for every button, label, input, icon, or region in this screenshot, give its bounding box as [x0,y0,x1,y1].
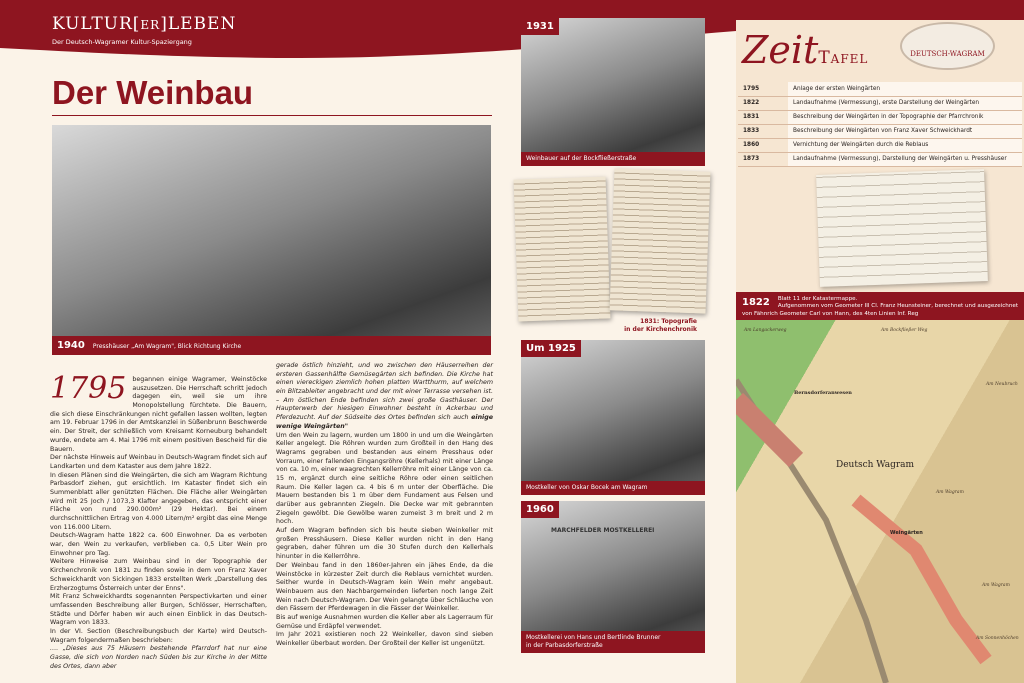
timeline-event: Beschreibung der Weingärten von Franz Xaver Schweickhardt [788,124,1022,138]
caption-line: Mostkellerei von Hans und Bertlinde Brunner [526,634,661,642]
timeline-event: Vernichtung der Weingärten durch die Reblaus [788,138,1022,152]
kulturerleben-logo: KULTUR[er]LEBEN [52,14,237,34]
timeline-row [738,96,1022,110]
zeittafel-title [742,28,868,72]
caption-line: Aufgenommen vom Geometer III Cl. Franz Heunsteiner, berechnet und ausgezeichnet [777,303,1019,310]
caption-year: 1822 [742,297,770,308]
timeline-row [738,110,1022,124]
timeline-row [738,124,1022,138]
timeline-row [738,152,1022,166]
map-label-district: Bernsdorferanwesen [794,390,852,396]
map-label-field: Am Sonnenhöchen [976,636,1019,641]
photo-caption: Weinbauer auf der Bockfließerstraße [521,152,705,166]
map-label-field: Am Wagram [936,490,964,495]
timeline-year: 1822 [738,96,788,110]
title-script: Zeit [742,28,819,72]
paragraph: Bis auf wenige Ausnahmen wurden die Keller aber als Lagerraum für Gemüse und Erdäpfel verwendet. [276,613,493,630]
paragraph: In diesen Plänen sind die Weingärten, die sich am Wagram Richtung Parbasdorf ziehen, gut ersichtlich. Im Kataster findet sich ein Summenblatt aller genützten Flächen. Die Fläche aller Weingärten wird mit 25 Joch / 1073,3 Klafter angegeben, das entspricht einer Fläche von rund 290.000m² (29 Hektar). Bei einem durchschnittlichen Ertrag von 4.000 Litern/m² ergibt das eine Menge von 116.000 Litern. [50,471,267,531]
article-column-1 [50,371,267,671]
photo-caption [521,631,705,653]
timeline-table [738,82,1022,167]
paragraph: begannen einige Wagramer, Weinstöcke auszusetzen. Die Herrschaft schritt jedoch dagegen ein, weil sie um ihre Monopolstellung fürchtete. Die Bauern, die sich diese Einschränkungen nicht gefallen lassen wollten, legten am 19. Februar 1796 in der Amtskanzlei in Süßenbrunn Beschwerde ein. Der Streit, der schließlich vom Kreisamt Korneuburg behandelt wurde, endete am 4. Mai 1796 mit einem positiven Bescheid für die Bauern. [50,376,267,453]
timeline-event: Landaufnahme (Vermessung), Darstellung der Weingärten u. Presshäuser [788,152,1022,166]
timeline-year: 1833 [738,124,788,138]
caption-line: 1831: Topografie [640,318,697,325]
caption-line: von Fähnrich Geometer Carl von Hann, des 4ten Linien Inf. Reg [742,310,919,317]
caption-line: Blatt 11 der Katastermappe. [777,296,858,302]
lead-year: 1795 [50,371,127,406]
timeline-event: Anlage der ersten Weingärten [788,82,1022,96]
paragraph: Weitere Hinweise zum Weinbau sind in der Topographie der Kirchenchronik von 1831 zu finden sowie in dem von Franz Xaver Schweickhardt von Sickingen 1833 erstellten Werk „Darstellung des Erzherzogtums Österreich unter der Enns". [50,558,267,592]
quote: …. „Dieses aus 75 Häusern bestehende Pfarrdorf hat nur eine Gasse, die sich von Norden nach Süden bis zur Kirche in der Mitte des Ortes, dann aber [50,645,267,670]
timeline-event: Beschreibung der Weingärten in der Topographie der Pfarrchronik [788,110,1022,124]
paragraph: Um den Wein zu lagern, wurden um 1800 in und um die Weingärten Keller angelegt. Die Röhren wurden zum Großteil in den Hang des Wagrams gegraben und bestanden aus einem Presshaus oder Vorraum, einer fallenden Eingangsröhre (Kellerhals) mit einer Länge von ca. 10 m, einer waagrechten Kellerröhre mit einer Länge von ca. 15 m, ergänzt durch eine seitliche Röhre oder einen seitlichen Raum. Die Keller lagen ca. 4 bis 6 m unter der Oberfläche. Die Mauern bestanden bis 1 m über dem Fundament aus Felsen und darüber aus gebrannten Ziegeln. Die Decke war mit gebrannten Ziegeln gewölbt. Die Gewölbe waren zumeist 3 m breit und 2 m hoch. [276,431,493,526]
kataster-document [816,169,988,287]
photo-year: 1940 [57,340,85,351]
caption-line: in der Parbasdorferstraße [526,642,603,650]
main-photo [52,125,491,355]
timeline-event: Landaufnahme (Vermessung), erste Darstellung der Weingärten [788,96,1022,110]
cadastral-map [736,320,1024,683]
timeline-year: 1860 [738,138,788,152]
timeline-year: 1795 [738,82,788,96]
paragraph: Der nächste Hinweis auf Weinbau in Deutsch-Wagram findet sich auf Landkarten und dem Kataster aus dem Jahre 1822. [50,454,267,470]
paragraph: Der Weinbau fand in den 1860er-Jahren ein jähes Ende, da die Weinstöcke in kürzester Zeit durch die Reblaus vernichtet wurden. Seither wurde in Deutsch-Wagram kein Wein mehr angebaut. Weinbauern aus den Nachbargemeinden lieferten noch lange Zeit Wein nach Deutsch-Wagram. Der Wein gelangte über Schläuche von den Fässern der Pferdewagen in die Fässer der Weinkeller. [276,561,493,613]
map-label-field: Am Langackerweg [744,328,787,333]
main-photo-caption [52,336,491,355]
mostkellerei-sign: MARCHFELDER MOSTKELLEREI [551,527,655,534]
deutsch-wagram-logo: DEUTSCH-WAGRAM [900,22,995,70]
photo-caption: Mostkeller von Oskar Bocek am Wagram [521,481,705,495]
paragraph: Deutsch-Wagram hatte 1822 ca. 600 Einwohner. Da es verboten war, den Wein zu verkaufen, verblieben ca. 0,5 Liter Wein pro Einwohner pro Tag. [50,532,267,557]
photo-1931 [521,18,705,166]
caption-text: Presshäuser „Am Wagram", Blick Richtung Kirche [92,343,242,350]
photo-1960 [521,501,705,653]
paragraph: Mit Franz Schweickhardts sogenannten Perspectivkarten und einer umfassenden Beschreibung aller Burgen, Schlösser, Herrschaften, Städte und Dörfer haben wir auch einen Einblick in das Deutsch-Wagram von 1833. [50,593,267,627]
title-divider [52,115,492,116]
map-label-field: Am Bockfließer Weg [881,328,928,333]
page-title: Der Weinbau [52,74,254,111]
caption-line: in der Kirchenchronik [624,325,697,333]
map-label-vineyards: Weingärten [890,530,923,536]
map-label-field: Am Neubruch [986,382,1018,387]
kataster-caption [736,292,1024,320]
map-shapes [736,320,1024,683]
paragraph: Auf dem Wagram befinden sich bis heute sieben Weinkeller mit großen Presshäusern. Diese Keller wurden nicht in den Hang gegraben, daher führen um die 30 Stufen durch den Kellerhals hinunter in die Kellerröhre. [276,527,493,561]
quote-end: einige wenige Weingärten" [276,414,493,430]
manuscript-caption [600,318,697,334]
paragraph: Im Jahr 2021 existieren noch 22 Weinkeller, davon sind sieben Weinkeller überbaut worden. Der Großteil der Keller ist ungenützt. [276,631,493,647]
timeline-year: 1873 [738,152,788,166]
logo-subtitle: Der Deutsch-Wagramer Kultur-Spaziergang [52,38,192,46]
quote: gerade östlich hinzieht, und wo zwischen den Häuserreihen der ersteren Gassenhälfte Gemüsegärten sich befinden. Die Kirche hat einen viereckigen ziemlich hohen platten Wartthurm, auf welchem ein Blitzableiter angebracht und der mit einer Terrasse versehen ist. – Am östlichen Ende befinden sich zwei große Gasthäuser. Der Haupterwerb der hiesigen Einwohner besteht in Ackerbau und Pferdezucht. Auf der Südseite des Ortes befinden sich auch [276,362,493,422]
photo-1925 [521,340,705,495]
article-column-2 [276,362,493,649]
manuscript-page-left [514,176,611,321]
photo-year: 1931 [521,18,559,35]
timeline-year: 1831 [738,110,788,124]
timeline-row [738,82,1022,96]
photo-year: Um 1925 [521,340,581,357]
map-label-field: Am Wagram [982,583,1010,588]
map-label-town: Deutsch Wagram [836,460,915,470]
timeline-row [738,138,1022,152]
title-caps: Tafel [818,48,869,68]
paragraph: In der VI. Section (Beschreibungsbuch der Karte) wird Deutsch-Wagram folgendermaßen beschrieben: [50,627,267,644]
manuscript-page-right [610,168,711,313]
photo-year: 1960 [521,501,559,518]
